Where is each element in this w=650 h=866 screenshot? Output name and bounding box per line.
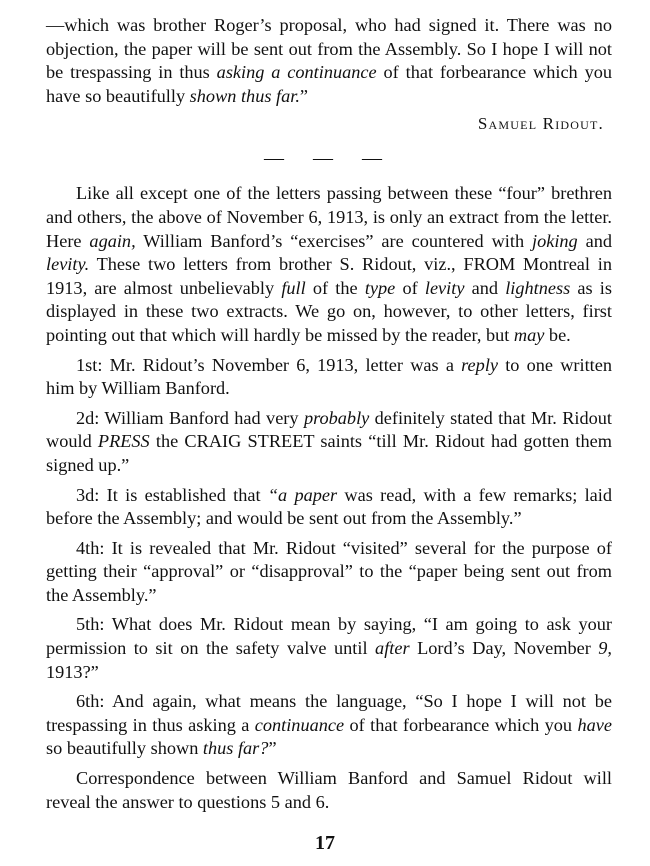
letter-excerpt: —which was brother Roger’s proposal, who had signed it. There was no objection, the paper will be sent out from the Assembly. So I hope I will not be trespassing in thus asking a continuance of that forbearance which you have so beautifully shown thus far.”: [46, 15, 612, 106]
section-separator: — — —: [264, 147, 394, 170]
point-6: 6th: And again, what means the language, “So I hope I will not be trespassing in thus asking a continuance of that forbearance which you have so beautifully shown thus far?”: [46, 691, 612, 759]
commentary-paragraph: Like all except one of the letters passing between these “four” brethren and others, the above of November 6, 1913, is only an extract from the letter. Here again, William Banford’s “exercises” are countered with joking and levity. These two letters from brother S. Ridout, viz., FROM Montreal in 1913, are almost unbelievably full of the type of levity and lightness as is displayed in these two extracts. We go on, however, to other letters, first pointing out that which will hardly be missed by the reader, but may be.: [46, 183, 612, 345]
point-2: 2d: William Banford had very probably definitely stated that Mr. Ridout would PRESS the CRAIG STREET saints “till Mr. Ridout had gotten them signed up.”: [46, 407, 613, 475]
point-3: 3d: It is established that “a paper was read, with a few remarks; laid before the Assembly; and would be sent out from the Assembly.”: [46, 484, 613, 529]
point-4: 4th: It is revealed that Mr. Ridout “visited” several for the purpose of getting their “approval” or “disapproval” to the “paper being sent out from the Assembly.”: [46, 537, 612, 605]
closing-paragraph: Correspondence between William Banford and Samuel Ridout will reveal the answer to questions 5 and 6.: [46, 768, 612, 812]
point-5: 5th: What does Mr. Ridout mean by saying, “I am going to ask your permission to sit on the safety valve until after Lord’s Day, November 9, 1913?”: [46, 614, 612, 682]
page-number: 17: [315, 832, 335, 854]
signature: Samuel Ridout.: [477, 114, 604, 134]
page-body: [46, 14, 612, 814]
point-1: 1st: Mr. Ridout’s November 6, 1913, letter was a reply to one written him by William Banford.: [46, 354, 612, 399]
